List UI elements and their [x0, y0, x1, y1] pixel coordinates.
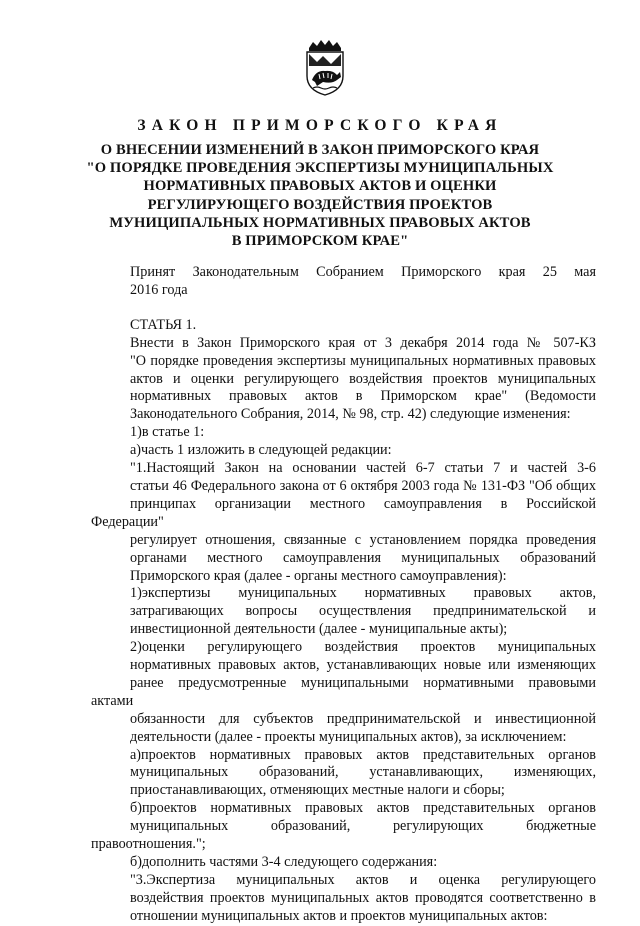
text-line: б)проектов нормативных правовых актов представительных органов: [130, 800, 596, 817]
body-paragraph: [91, 747, 596, 801]
law-body: [91, 264, 596, 926]
text-line: Приморского края (далее - органы местного самоуправления):: [130, 567, 507, 584]
text-line: деятельности (далее - проекты муниципальных актов), за исключением:: [130, 728, 567, 745]
text-line: 1)экспертизы муниципальных нормативных правовых актов,: [130, 585, 596, 602]
text-line: муниципальных образований, регулирующих бюджетные правоотношения.";: [91, 818, 596, 853]
text-line: принципах организации местного самоуправления в Российской Федерации": [91, 495, 596, 530]
text-line: инвестиционной деятельности (далее - муниципальные акты);: [130, 621, 508, 638]
body-paragraph: [91, 585, 596, 639]
law-subtitle: [60, 141, 580, 250]
text-line: Принят Законодательным Собранием Приморского края 25 мая: [130, 264, 596, 280]
body-paragraph: [91, 639, 596, 746]
adoption-note: [91, 264, 596, 300]
text-line: приостанавливающих, отменяющих местные налоги и сборы;: [130, 782, 505, 799]
text-line: затрагивающих вопросы осуществления предпринимательской и: [130, 603, 596, 620]
subtitle-line: "О ПОРЯДКЕ ПРОВЕДЕНИЯ ЭКСПЕРТИЗЫ МУНИЦИПАЛЬНЫХ: [86, 160, 554, 177]
text-line: "1.Настоящий Закон на основании частей 6-7 статьи 7 и частей 3-6: [130, 460, 596, 477]
text-line: нормативных правовых актов в Приморском крае" (Ведомости: [130, 388, 596, 405]
text-line: 2016 года: [130, 281, 188, 298]
subtitle-line: РЕГУЛИРУЮЩЕГО ВОЗДЕЙСТВИЯ ПРОЕКТОВ: [147, 196, 493, 213]
text-line: ранее предусмотренные муниципальными нормативными правовыми актами: [91, 674, 596, 709]
text-line: 2)оценки регулирующего воздействия проектов муниципальных: [130, 639, 596, 656]
subtitle-line: О ВНЕСЕНИИ ИЗМЕНЕНИЙ В ЗАКОН ПРИМОРСКОГО КРАЯ: [100, 142, 540, 158]
text-line: муниципальных образований, устанавливающих, изменяющих,: [130, 764, 596, 781]
text-line: Внести в Закон Приморского края от 3 декабря 2014 года № 507-КЗ: [130, 334, 596, 351]
text-line: нормативных правовых актов, устанавливающих новые или изменяющих: [130, 657, 596, 674]
article-paragraphs: [91, 335, 596, 926]
law-title: ЗАКОН ПРИМОРСКОГО КРАЯ: [137, 117, 503, 134]
text-line: "О порядке проведения экспертизы муниципальных нормативных правовых: [130, 352, 596, 369]
body-paragraph: [91, 442, 596, 460]
subtitle-line: НОРМАТИВНЫХ ПРАВОВЫХ АКТОВ И ОЦЕНКИ: [143, 178, 497, 195]
text-line: Законодательного Собрания, 2014, № 98, стр. 42) следующие изменения:: [130, 406, 571, 423]
text-line: статьи 46 Федерального закона от 6 октября 2003 года № 131-ФЗ "Об общих: [130, 477, 596, 494]
text-line: отношении муниципальных актов и проектов муниципальных актов:: [130, 907, 548, 924]
subtitle-line: МУНИЦИПАЛЬНЫХ НОРМАТИВНЫХ ПРАВОВЫХ АКТОВ: [109, 214, 531, 231]
subtitle-line: В ПРИМОРСКОМ КРАЕ": [231, 233, 409, 250]
body-paragraph: [91, 424, 596, 442]
body-paragraph: [91, 460, 596, 585]
text-line: воздействия проектов муниципальных актов проводятся соответственно в: [130, 889, 596, 906]
text-line: актов и оценки регулирующего воздействия проектов муниципальных: [130, 370, 596, 387]
text-line: 1)в статье 1:: [130, 424, 205, 441]
text-line: органами местного самоуправления муниципальных образований: [130, 549, 596, 566]
text-line: "3.Экспертиза муниципальных актов и оценка регулирующего: [130, 871, 596, 888]
article-heading: СТАТЬЯ 1.: [130, 316, 197, 333]
body-paragraph: [91, 335, 596, 425]
body-paragraph: [91, 854, 596, 872]
text-line: а)часть 1 изложить в следующей редакции:: [130, 442, 392, 459]
coat-of-arms-icon: [303, 40, 347, 96]
body-paragraph: [91, 800, 596, 854]
text-line: обязанности для субъектов предпринимательской и инвестиционной: [130, 710, 596, 727]
text-line: а)проектов нормативных правовых актов представительных органов: [130, 746, 596, 763]
body-paragraph: [91, 872, 596, 926]
text-line: б)дополнить частями 3-4 следующего содержания:: [130, 854, 438, 870]
text-line: регулирует отношения, связанные с установлением порядка проведения: [130, 531, 596, 548]
